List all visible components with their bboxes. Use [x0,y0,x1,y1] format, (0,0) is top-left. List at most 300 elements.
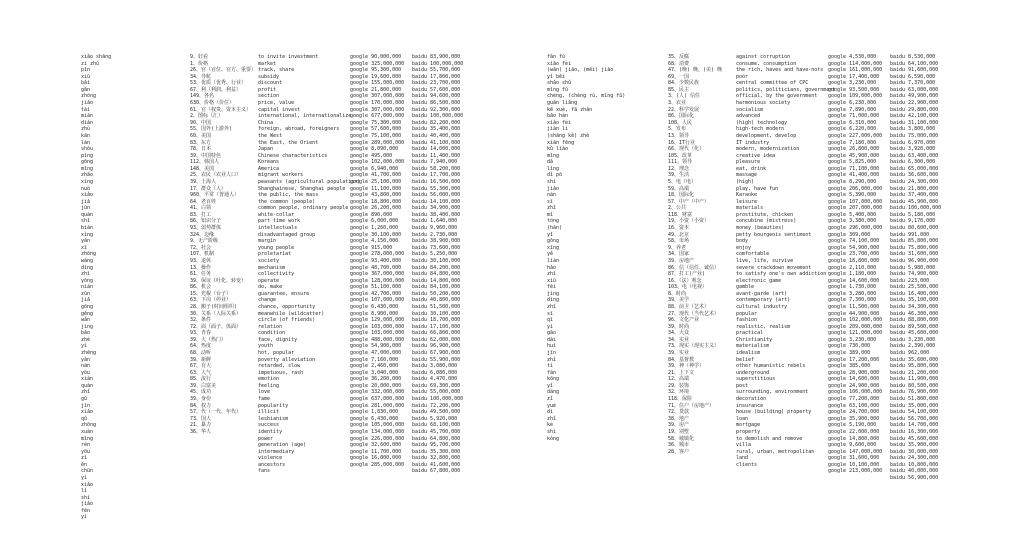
table-cell: bāo hàn [547,113,569,120]
table-cell: 12、理念 [668,165,690,172]
table-cell: 60、美国 [190,132,212,139]
table-cell: gǔ [81,396,88,403]
table-cell: shǐ [81,218,91,225]
table-cell: baidu 63,000,000 [890,86,939,93]
table-cell: contemporary (art) [736,297,791,304]
table-cell: yōu [81,448,91,455]
table-cell: Karaoke [736,192,758,199]
table-cell: google 3,230,000 [828,336,877,343]
table-cell: zhǎo [81,172,94,179]
table-cell: discount [258,80,283,87]
table-cell: 103、电（电视） [668,284,708,291]
table-cell: zūn [81,290,91,297]
table-cell: 16、资本 [668,225,690,232]
table-cell: google 7,160,000 [350,356,399,363]
table-cell: gǎn [81,86,91,93]
table-cell: live, life, survive [736,257,794,264]
table-cell: dǎ [547,159,554,166]
table-cell: google 14,800,000 [828,435,880,442]
table-cell: 39、时尚 [668,323,690,330]
table-cell: baidu 35,300,000 [412,448,461,455]
table-cell: google 103,000,000 [350,330,405,337]
table-cell: baidu 35,900,000 [890,442,939,449]
table-cell: google 102,000,000 [828,317,883,324]
table-cell: advanced [736,113,761,120]
table-cell: nán [81,363,91,370]
table-cell: xiū [547,277,557,284]
table-cell: baidu 92,300,000 [412,106,461,113]
table-cell: google 332,000,000 [350,389,405,396]
table-cell: jīn [547,350,557,357]
table-cell: 72、社会 [190,244,212,251]
table-cell: section [258,93,280,100]
table-cell: baidu 56,700,000 [890,415,939,422]
table-cell: google 14,600,000 [828,376,880,383]
table-cell: baidu 49,500,000 [412,409,461,416]
table-cell: google 6,000,000 [350,218,399,225]
table-cell: baidu 75,000,000 [890,132,939,139]
table-cell: 149、各名 [190,93,215,100]
table-cell: google 161,000,000 [828,67,883,74]
table-cell: baidu 24,300,000 [890,455,939,462]
table-cell: 1、价格 [190,60,209,67]
table-cell: baidu 991,000 [890,231,930,238]
table-cell: baidu 2,730,000 [412,231,458,238]
table-cell: baidu 57,600,000 [412,86,461,93]
table-cell: baidu 35,100,000 [890,297,939,304]
table-cell: wǎn [81,317,91,324]
table-cell: 960、平常（普通人） [190,192,240,199]
table-cell: baidu 49,900,000 [890,93,939,100]
table-cell: baidu 82,200,000 [412,119,461,126]
table-cell: google 41,400,000 [828,172,880,179]
table-cell: google 102,000,000 [350,159,405,166]
table-cell: dì [547,409,554,416]
table-cell: 39、神（神学） [668,363,705,370]
table-cell: miàn [81,113,94,120]
table-cell: 71、住户（房地产） [668,402,715,409]
table-cell: capital invest [258,106,301,113]
table-cell: 57、中产（中产） [668,198,710,205]
table-cell: dǐ pō [547,172,563,179]
table-cell: google 103,000,000 [350,323,405,330]
table-cell: baidu 38,900,000 [412,238,461,245]
table-cell: 105、改革 [668,152,693,159]
table-cell: google 21,800,000 [350,86,402,93]
table-cell: electronic game [736,277,782,284]
table-cell: baidu 5,980,000 [890,264,936,271]
table-cell: google 278,000,000 [350,251,405,258]
table-cell: superstitious [736,376,776,383]
table-cell: massage [736,172,758,179]
table-cell: mǐng [81,165,94,172]
table-cell: baidu 36,600,000 [890,172,939,179]
table-cell: baidu 32,800,000 [412,455,461,462]
table-cell: 87、打工(产业) [668,271,706,278]
table-cell: nuò [81,185,91,192]
table-cell: google 5,825,000 [828,159,877,166]
table-cell: dàng [547,389,560,396]
table-cell: avant-garde (art) [736,290,788,297]
table-cell: mǐng fǔ [547,86,569,93]
table-cell: 73、现实（现实主义） [668,343,720,350]
table-cell: yǎn [81,356,91,363]
table-cell: baidu 80,500,000 [890,382,939,389]
table-cell: 45、成功 [190,389,212,396]
table-cell: decoration [736,396,767,403]
table-cell: baidu 29,800,000 [890,106,939,113]
table-cell: baidu 64,100,000 [890,60,939,67]
table-cell: Chinese characteristics [258,152,328,159]
table-cell: lián [547,257,560,264]
table-cell: 35、反腐 [668,54,690,60]
table-cell: baidu 45,600,000 [890,330,939,337]
table-cell: baidu 4,470,000 [412,376,458,383]
table-cell: google 128,000,000 [350,277,405,284]
table-cell: qǔ [81,415,88,422]
table-cell: the common (people) [258,198,316,205]
table-cell: 27、现代（当代艺术） [668,310,720,317]
table-cell: baidu 69,300,000 [412,382,461,389]
table-cell: 58、城镇化 [668,435,695,442]
table-cell: the East, the Orient [258,139,319,146]
table-cell: google 1,730,000 [828,284,877,291]
table-cell: market [258,60,277,67]
table-cell: baidu 6,590,000 [890,73,936,80]
table-cell: google 3,230,000 [828,80,877,87]
table-cell: 67、利（利润、利益） [190,86,242,93]
table-cell: price, value [258,100,295,107]
table-cell: google 25,100,000 [350,178,402,185]
table-cell: 111、领导 [668,159,693,166]
table-cell: 9、无产阶级 [190,238,219,245]
table-cell: 8、时尚 [668,290,687,297]
table-cell: jīn [81,402,91,409]
table-cell: relation [258,323,283,330]
table-cell: xiǎo shāng [81,54,112,60]
table-cell: identity [258,428,283,435]
table-cell: 19、小资（小资） [668,218,710,225]
table-cell: circle (of friends) [258,317,316,324]
table-cell: baidu 62,000,000 [412,336,461,343]
table-cell: 5、发布 [668,126,687,133]
table-cell: google 75,100,000 [350,132,402,139]
table-cell: xìng [81,231,94,238]
table-cell: baidu 45,700,000 [412,428,461,435]
table-cell: sī [547,310,554,317]
table-cell: 39、房地产 [668,257,695,264]
table-cell: baidu 22,900,000 [890,100,939,107]
table-cell: google 2,460,000 [350,363,399,370]
table-cell: to satisfy one's own addiction [736,271,827,278]
table-cell: 18、国际化 [668,192,695,199]
table-cell: baidu 85,800,000 [890,238,939,245]
table-cell: jìng [547,290,560,297]
table-cell: google 28,900,000 [828,369,880,376]
table-cell: jūn [81,205,91,212]
table-cell: baidu 25,500,000 [890,284,939,291]
table-cell: baidu 84,100,000 [412,284,461,291]
table-cell: love [258,389,271,396]
table-cell: 39、房产 [668,422,690,429]
table-cell: baidu 45,900,000 [890,198,939,205]
table-cell: success [258,422,280,429]
table-cell: baidu 84,800,000 [412,271,461,278]
table-cell: gěng [81,310,94,317]
table-cell: google 206,000,000 [828,185,883,192]
table-cell: 59、高端 [668,185,690,192]
table-cell: zhī [81,271,91,278]
table-cell: google 18,800,000 [350,198,402,205]
table-cell: yì [81,475,88,481]
table-cell: google 385,000 [828,363,871,370]
table-cell: zhōng [81,251,97,258]
table-cell: google 890,000 [350,211,393,218]
table-cell: baidu 17,100,000 [412,323,461,330]
table-cell: baidu 35,400,000 [412,126,461,133]
table-cell: collectivity [258,271,295,278]
table-cell: 12、高端 [668,376,690,383]
table-cell: mǐng [547,152,560,159]
table-cell: 16、（法）观念 [668,277,702,284]
table-cell: baidu 55,000,000 [412,389,461,396]
table-cell: baidu 9,960,000 [412,225,458,232]
right-chinese-column [668,54,734,455]
table-cell: baidu 64,800,000 [412,435,461,442]
table-cell: baidu 10,800,000 [890,461,939,468]
table-cell: google 20,000,000 [350,382,402,389]
table-cell: idealism [736,350,761,357]
table-cell: mechanism [258,264,286,271]
table-cell: baidu 31,600,000 [890,251,939,258]
table-cell: baidu 24,300,000 [890,178,939,185]
table-cell: 39、保证（吐化、转变） [190,277,247,284]
table-cell: the public, the mass [258,192,319,199]
table-cell: 3、(人) 信任 [668,93,701,100]
table-cell: insurance [736,402,764,409]
table-cell: margin [258,238,277,245]
table-cell: politics, politicians, government [736,86,836,93]
table-cell: google 35,900,000 [828,415,880,422]
table-cell: google 281,000,000 [350,402,405,409]
table-cell: baidu 14,100,000 [412,198,461,205]
left-chinese-column [190,54,256,436]
table-cell: xiǎo fèi [547,119,572,126]
table-cell: xiǎo [81,192,94,199]
table-cell: baidu 51,800,000 [890,396,939,403]
table-cell: jiǎ [81,198,91,205]
table-cell: zhī [547,271,557,278]
table-cell: google 1,830,000 [350,409,399,416]
table-cell: baidu 3,920,000 [890,146,936,153]
table-cell: 93、退休 [190,257,212,264]
table-cell: 22、科学发展 [668,106,700,113]
table-cell: kān [81,132,91,139]
left-pinyin-column [81,54,188,521]
table-cell: baidu 21,800,000 [890,185,939,192]
table-cell: 9、好看 [190,54,209,60]
table-cell: 21、暴力 [190,422,212,429]
table-cell: emotion [258,376,280,383]
table-cell: mǐ [547,211,554,218]
table-cell: baidu 41,100,000 [412,139,461,146]
table-cell: google 6,310,000 [828,119,877,126]
table-cell: poor [736,73,749,80]
table-cell: google 107,000,000 [350,297,405,304]
table-cell: central committee of CPC [736,80,809,87]
table-cell: severe crackdown movement [736,264,812,271]
table-cell: baidu 3,230,000 [890,336,936,343]
table-cell: kē xuè, fā zhǎn [547,106,593,113]
table-cell: yǐ [547,231,554,238]
table-cell: baidu 31,100,000 [890,119,939,126]
table-cell: xiāo fèi [547,60,572,67]
table-cell: google 1,260,000 [350,225,399,232]
table-cell: baidu 67,900,000 [412,350,461,357]
table-cell: 9、养老 [668,244,687,251]
table-cell: 86、机会 [190,284,212,291]
table-cell: baidu 34,900,000 [412,205,461,212]
table-cell: shǎo shǔ [547,80,572,87]
table-cell: jiǎo [81,501,94,508]
table-cell: zhǐ [547,205,557,212]
table-cell: baidu 9,170,000 [890,218,936,225]
table-cell: baidu 16,300,000 [890,428,939,435]
table-cell: guān liǎng [547,100,578,107]
table-cell: 84、权力 [190,402,212,409]
table-cell: shí [547,178,557,185]
table-cell: google 7,180,000 [828,139,877,146]
table-cell: xiān fēng [547,139,575,146]
table-cell: proletariat [258,251,292,258]
left-english-column [258,54,361,475]
table-cell: google 307,000,000 [350,93,405,100]
table-cell: realistic, realism [736,323,791,330]
table-cell: 32、条件 [190,317,212,324]
table-cell: google 22,000,000 [828,428,880,435]
table-cell: google 11,500,000 [828,303,880,310]
table-cell: 39、身份 [190,396,212,403]
table-cell: google 6,230,000 [828,100,877,107]
table-cell: baidu 55,700,000 [412,67,461,74]
table-cell: yě [547,251,554,258]
table-cell: baidu 3,080,000 [412,363,458,370]
table-cell: google 170,000,000 [350,100,405,107]
table-cell: 32、环境 [668,389,690,396]
table-cell: baidu 8,530,000 [890,54,936,60]
table-cell: baidu 16,400,000 [890,290,939,297]
table-cell: huì [547,343,557,350]
table-cell: clients [736,461,758,468]
table-cell: 57、代（一代、年代） [190,409,242,416]
table-cell: gamble [736,284,755,291]
table-cell: google 45,900,000 [828,152,880,159]
table-cell: google 51,100,000 [350,284,402,291]
table-cell: gāo [547,330,557,337]
table-cell: google 3,040,000 [350,369,399,376]
table-cell: google 41,700,000 [350,172,402,179]
table-cell: IT industry [736,139,770,146]
table-cell: 108、人民 [668,119,693,126]
table-cell: yǐ běi [547,73,566,80]
table-cell: google 227,000,000 [828,132,883,139]
table-cell: subsidy [258,73,280,80]
table-cell: baidu 42,100,000 [890,113,939,120]
table-cell: 28、搬子(时间组织) [190,303,238,310]
table-cell: google 307,000,000 [350,106,405,113]
table-cell: fēn [81,507,91,514]
table-cell: google 48,700,000 [350,264,402,271]
table-cell: baidu 35,000,000 [890,402,939,409]
table-cell: 63、人气 [190,369,212,376]
table-cell: baidu 7,370,000 [890,80,936,87]
table-cell: condition [258,330,286,337]
table-cell: google 5,390,000 [828,192,877,199]
table-cell: 36、华人 [190,428,212,435]
table-cell: baidu 95,700,000 [412,442,461,449]
table-cell: gōng [81,303,94,310]
table-cell: baidu 100,000,000 [412,60,464,67]
table-cell: baidu 88,800,000 [890,317,939,324]
table-cell: baidu 41,600,000 [412,461,461,468]
table-cell: xìng [81,178,94,185]
table-cell: 17、群众（人） [190,185,227,192]
table-cell: xiǎo [81,481,94,488]
table-cell: baidu 96,900,000 [890,257,939,264]
table-cell: google 10,100,000 [828,461,880,468]
table-cell: google 14,600,000 [828,277,880,284]
table-cell: yuè [547,402,557,409]
table-cell: against corruption [736,54,791,60]
table-cell: google 285,000,000 [350,461,405,468]
table-cell: google 226,000,000 [350,435,405,442]
table-cell: google 47,000,000 [350,350,402,357]
table-cell: google 1,180,000 [828,271,877,278]
table-cell: 68、动听 [190,350,212,357]
table-cell: nián [81,284,94,291]
table-cell: google 32,600,000 [350,442,402,449]
table-cell: 55、国外(上游外) [190,126,233,133]
table-cell: google 915,000 [350,244,393,251]
table-cell: 39、大（热门） [190,336,227,343]
table-cell: feeling [258,382,280,389]
table-cell: chéng, (chéng rú, mǐng fǔ) [547,93,626,100]
table-cell: google 18,800,000 [828,257,880,264]
table-cell: intermediary [258,448,295,455]
table-cell: google 114,000,000 [828,60,883,67]
table-cell: google 8,290,000 [828,178,877,185]
table-cell: 30、关系（人际关系） [190,310,242,317]
table-cell: baidu 40,000,000 [890,468,939,475]
table-cell: 93、弱势群体 [190,225,222,232]
table-cell: 72、贷款 [668,409,690,416]
table-cell: baidu 100,000,000 [890,205,942,212]
table-cell: google 6,940,000 [350,165,399,172]
table-cell: google 121,000,000 [828,330,883,337]
table-cell: leisure [736,198,758,205]
table-cell: google 637,000,000 [350,396,405,403]
table-cell: zhǐ [81,389,91,396]
table-cell: generation (age) [258,442,307,449]
table-cell: 72、面（面子、体面） [190,323,242,330]
table-cell: jiǎo [547,185,560,192]
table-cell: post [736,382,749,389]
table-cell: xī [81,244,88,251]
table-cell: baidu 38,400,000 [412,211,461,218]
table-cell: google 207,000,000 [828,205,883,212]
table-cell: google 325,000,000 [350,60,405,67]
table-cell: fans [258,468,271,475]
